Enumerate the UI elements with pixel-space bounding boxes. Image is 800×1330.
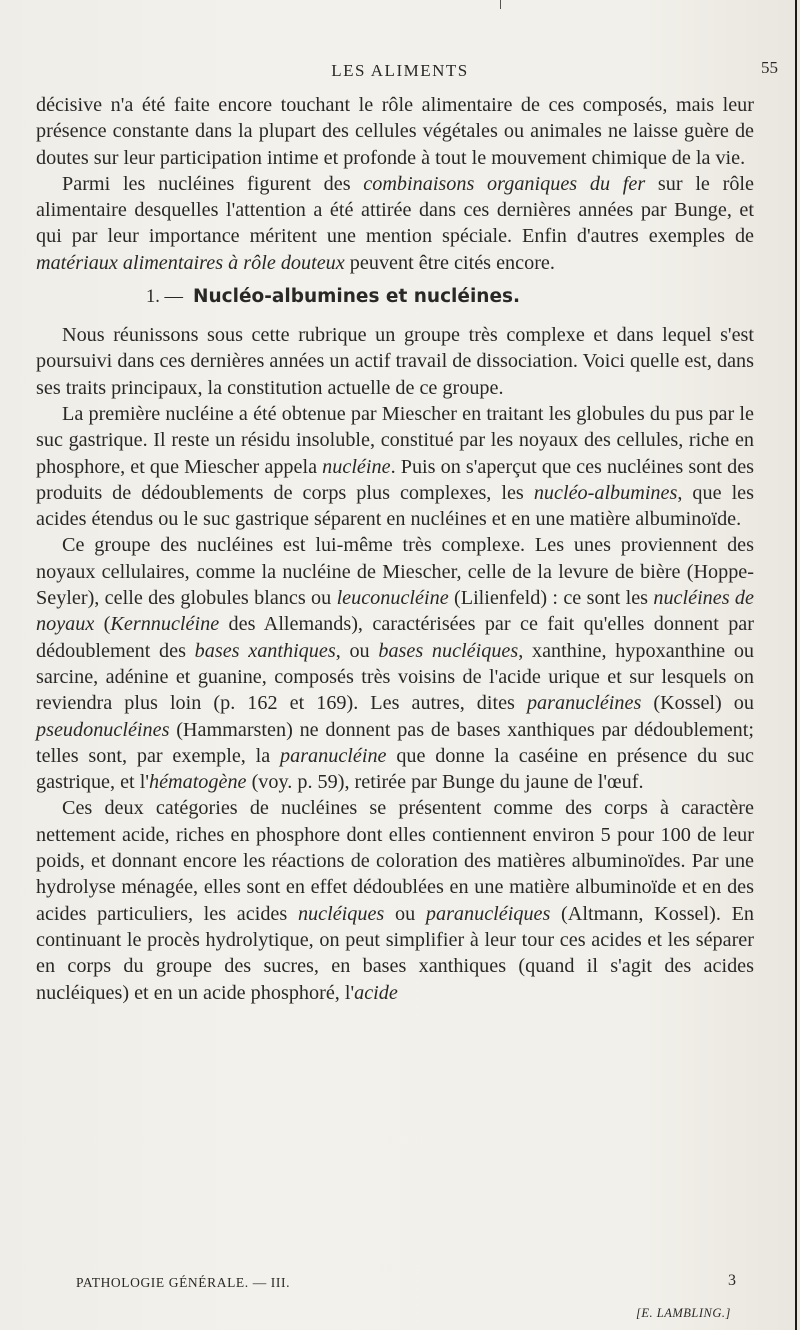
paragraph bbox=[36, 401, 754, 532]
italic-term: paranucléiques bbox=[425, 902, 551, 925]
text-run: Parmi les nucléines figurent des bbox=[62, 172, 364, 195]
corner-mark bbox=[500, 0, 501, 9]
paragraph bbox=[36, 92, 754, 171]
text-run: Nous réunissons sous cette rubrique un groupe très complexe et dans lequel s'est poursuivi dans ces dernières années un actif travail de dissociation. Voici quelle est, dans ses traits principaux, la constitution actuelle de ce groupe. bbox=[36, 324, 754, 399]
text-run: , xanthine, hypoxanthine ou sarcine, adénine et guanine, composés très voisins de l'acide urique et sur lesquels on reviendra plus loin (p. 162 et 169). Les autres, dites bbox=[36, 639, 755, 715]
section-title: Nucléo-albumines et nucléines. bbox=[193, 286, 521, 308]
paragraph bbox=[36, 171, 754, 276]
page-edge-line bbox=[795, 0, 797, 1330]
italic-term: hématogène bbox=[148, 771, 247, 794]
italic-term: pseudonucléines bbox=[36, 718, 170, 741]
paragraph bbox=[36, 795, 754, 1005]
text-run: (Hammarsten) ne donnent pas de bases xanthiques par dédoublement; telles sont, par exemple, la bbox=[36, 718, 754, 767]
text-run: sur le rôle alimentaire desquelles l'attention a été attirée dans ces dernières années par Bunge, et qui par leur importance méritent une mention spéciale. Enfin d'autres exemples de bbox=[36, 172, 754, 248]
italic-term: Kernnucléine bbox=[110, 613, 220, 636]
paragraph bbox=[36, 322, 754, 401]
text-run: que donne la caséine en présence du suc gastrique, et l' bbox=[36, 744, 755, 794]
italic-term: leuconucléine bbox=[336, 587, 449, 610]
italic-term: combinaisons organiques du fer bbox=[363, 172, 646, 195]
text-run: décisive n'a été faite encore touchant le rôle alimentaire de ces composés, mais leur présence constante dans la plupart des cellules végétales ou animales ne laisse guère de doutes sur leur participation intime et profonde à tout le mouvement chimique de la vie. bbox=[36, 94, 754, 169]
page-footer bbox=[76, 1272, 736, 1299]
text-run: La première nucléine a été obtenue par Miescher en traitant les globules du pus par le suc gastrique. Il reste un résidu insoluble, constitué par les noyaux des cellules, riche en phosphore, et que Miescher appela bbox=[36, 402, 754, 478]
page-header bbox=[20, 58, 780, 88]
text-run: . Puis on s'aperçut que ces nucléines sont des produits de dédoublements de corps plus complexes, les bbox=[36, 455, 755, 504]
text-run: , ou bbox=[335, 639, 379, 662]
italic-term: paranucléine bbox=[280, 744, 387, 767]
text-run: des Allemands), caractérisées par ce fait qu'elles donnent par dédoublement des bbox=[36, 613, 754, 662]
text-run: Ce groupe des nucléines est lui-même très complexe. Les unes proviennent des noyaux cellulaires, comme la nucléine de Miescher, celle de la levure de bière (Hoppe-Seyler), celle des globules blancs ou bbox=[36, 534, 754, 610]
signature-line: PATHOLOGIE GÉNÉRALE. — III. bbox=[76, 1275, 291, 1290]
italic-term: nucléines de noyaux bbox=[36, 587, 754, 636]
italic-term: matériaux alimentaires à rôle douteux bbox=[36, 251, 345, 274]
italic-term: nucléine bbox=[322, 455, 391, 478]
running-title: LES ALIMENTS bbox=[331, 61, 469, 80]
section-number: 1. — bbox=[146, 287, 183, 308]
italic-term: nucléo-albumines bbox=[533, 481, 678, 504]
page-body bbox=[36, 92, 754, 1006]
text-run: ( bbox=[94, 613, 111, 636]
signature-mark: 3 bbox=[728, 1272, 736, 1289]
text-run: , que les acides étendus ou le suc gastrique séparent en nucléines et en une matière albuminoïde. bbox=[36, 481, 754, 531]
italic-term: acide bbox=[354, 981, 398, 1004]
text-run: peuvent être cités encore. bbox=[344, 251, 555, 274]
text-run: Ces deux catégories de nucléines se présentent comme des corps à caractère nettement acide, riches en phosphore dont elles contiennent environ 5 pour 100 de leur poids, et donnant encore les réactions de coloration des matières albuminoïdes. Par une hydrolyse ménagée, elles sont en effet dédoublées en une matière albuminoïde et en des acides particuliers, les acides bbox=[36, 797, 754, 925]
text-run: ou bbox=[384, 902, 426, 925]
section-heading bbox=[146, 284, 754, 310]
text-run: (Kossel) ou bbox=[641, 692, 754, 715]
text-run: (Altmann, Kossel). En continuant le procès hydrolytique, on peut simplifier à leur tour ces acides et les séparer en corps du groupe des sucres, en bases xanthiques (quand il s'agit des acides nucléiques) et en un acide phosphoré, l' bbox=[36, 902, 755, 1004]
author-credit: [E. LAMBLING.] bbox=[636, 1306, 731, 1320]
italic-term: paranucléines bbox=[526, 692, 642, 715]
paragraph bbox=[36, 532, 754, 795]
italic-term: nucléiques bbox=[297, 902, 385, 925]
italic-term: bases nucléiques bbox=[378, 639, 519, 662]
page-number: 55 bbox=[761, 58, 778, 77]
text-run: (Lilienfeld) : ce sont les bbox=[448, 587, 654, 610]
text-run: (voy. p. 59), retirée par Bunge du jaune de l'œuf. bbox=[246, 771, 644, 794]
italic-term: bases xanthiques bbox=[194, 639, 336, 662]
